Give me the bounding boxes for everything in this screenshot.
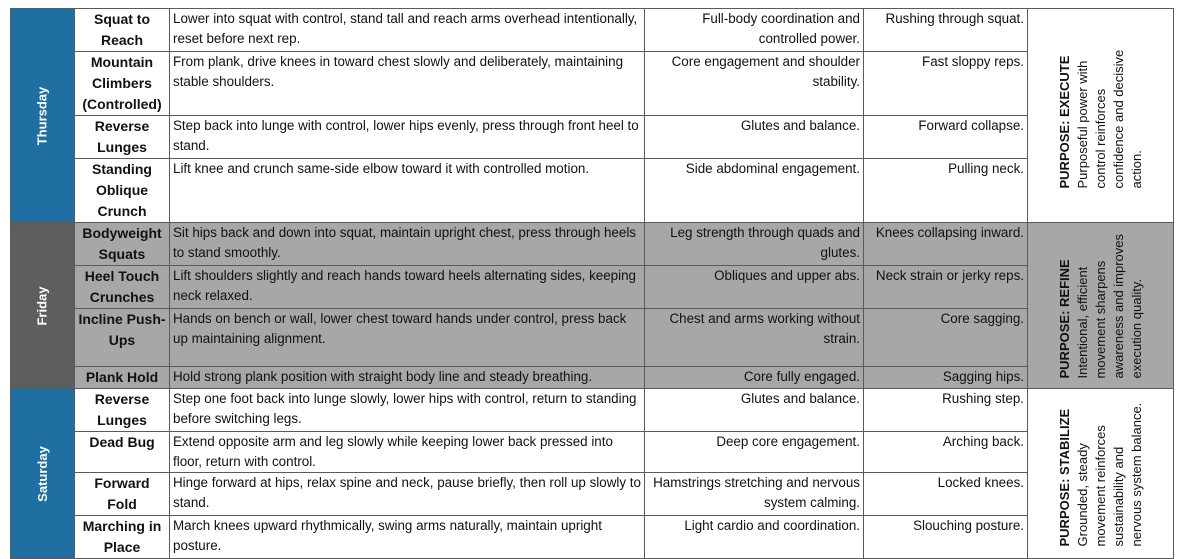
exercise-common-error: Locked knees. <box>864 473 1028 516</box>
exercise-common-error: Pulling neck. <box>864 159 1028 223</box>
exercise-benefit: Light cardio and coordination. <box>645 516 864 559</box>
exercise-description: Extend opposite arm and leg slowly while keeping lower back pressed into floor, return with control. <box>170 432 645 473</box>
purpose-saturday <box>1028 389 1174 559</box>
exercise-common-error: Rushing step. <box>864 389 1028 432</box>
exercise-benefit: Full-body coordination and controlled power. <box>645 9 864 52</box>
purpose-friday <box>1028 223 1174 389</box>
exercise-name: Standing Oblique Crunch <box>75 159 170 223</box>
exercise-description: Lift shoulders slightly and reach hands toward heels alternating sides, keeping neck relaxed. <box>170 266 645 309</box>
exercise-common-error: Arching back. <box>864 432 1028 473</box>
exercise-name: Reverse Lunges <box>75 116 170 159</box>
exercise-common-error: Core sagging. <box>864 309 1028 367</box>
exercise-common-error: Sagging hips. <box>864 367 1028 389</box>
day-label-thursday: Thursday <box>11 9 75 223</box>
table-row <box>11 52 1174 116</box>
exercise-benefit: Obliques and upper abs. <box>645 266 864 309</box>
exercise-name: Plank Hold <box>75 367 170 389</box>
table-row <box>11 432 1174 473</box>
exercise-common-error: Knees collapsing inward. <box>864 223 1028 266</box>
exercise-description: March knees upward rhythmically, swing arms naturally, maintain upright posture. <box>170 516 645 559</box>
table-row <box>11 9 1174 52</box>
table-row <box>11 367 1174 389</box>
exercise-name: Incline Push-Ups <box>75 309 170 367</box>
exercise-benefit: Hamstrings stretching and nervous system calming. <box>645 473 864 516</box>
exercise-benefit: Deep core engagement. <box>645 432 864 473</box>
exercise-description: Sit hips back and down into squat, maintain upright chest, press through heels to stand smoothly. <box>170 223 645 266</box>
exercise-benefit: Glutes and balance. <box>645 389 864 432</box>
day-label-saturday: Saturday <box>11 389 75 559</box>
purpose-text: Purposeful power with control reinforces confidence and decisive action. <box>1074 49 1144 188</box>
exercise-benefit: Glutes and balance. <box>645 116 864 159</box>
exercise-common-error: Rushing through squat. <box>864 9 1028 52</box>
exercise-benefit: Core fully engaged. <box>645 367 864 389</box>
exercise-benefit: Leg strength through quads and glutes. <box>645 223 864 266</box>
table-row <box>11 116 1174 159</box>
purpose-text: Intentional, efficient movement sharpens awareness and improves execution quality. <box>1074 233 1144 378</box>
exercise-name: Mountain Climbers (Controlled) <box>75 52 170 116</box>
exercise-name: Bodyweight Squats <box>75 223 170 266</box>
table-row <box>11 266 1174 309</box>
exercise-name: Heel Touch Crunches <box>75 266 170 309</box>
exercise-common-error: Fast sloppy reps. <box>864 52 1028 116</box>
exercise-benefit: Chest and arms working without strain. <box>645 309 864 367</box>
exercise-name: Dead Bug <box>75 432 170 473</box>
table-row <box>11 389 1174 432</box>
exercise-common-error: Forward collapse. <box>864 116 1028 159</box>
table-row <box>11 159 1174 223</box>
purpose-title: PURPOSE: REFINE <box>1056 258 1072 378</box>
table-row <box>11 223 1174 266</box>
workout-table <box>10 8 1174 559</box>
day-label-friday: Friday <box>11 223 75 389</box>
exercise-common-error: Slouching posture. <box>864 516 1028 559</box>
exercise-description: Lower into squat with control, stand tall and reach arms overhead intentionally, reset before next rep. <box>170 9 645 52</box>
exercise-benefit: Core engagement and shoulder stability. <box>645 52 864 116</box>
exercise-description: Step back into lunge with control, lower hips evenly, press through front heel to stand. <box>170 116 645 159</box>
exercise-description: Step one foot back into lunge slowly, lower hips with control, return to standing before switching legs. <box>170 389 645 432</box>
exercise-name: Forward Fold <box>75 473 170 516</box>
table-row <box>11 309 1174 367</box>
exercise-name: Squat to Reach <box>75 9 170 52</box>
exercise-benefit: Side abdominal engagement. <box>645 159 864 223</box>
purpose-title: PURPOSE: STABILIZE <box>1056 408 1072 546</box>
purpose-thursday <box>1028 9 1174 223</box>
exercise-description: Hands on bench or wall, lower chest toward hands under control, press back up maintaining alignment. <box>170 309 645 367</box>
table-row <box>11 516 1174 559</box>
table-row <box>11 473 1174 516</box>
exercise-name: Reverse Lunges <box>75 389 170 432</box>
exercise-description: Hinge forward at hips, relax spine and neck, pause briefly, then roll up slowly to stand. <box>170 473 645 516</box>
exercise-description: From plank, drive knees in toward chest slowly and deliberately, maintaining stable shoulders. <box>170 52 645 116</box>
purpose-text: Grounded, steady movement reinforces sustainability and nervous system balance. <box>1074 402 1144 546</box>
exercise-description: Hold strong plank position with straight body line and steady breathing. <box>170 367 645 389</box>
exercise-common-error: Neck strain or jerky reps. <box>864 266 1028 309</box>
exercise-name: Marching in Place <box>75 516 170 559</box>
exercise-description: Lift knee and crunch same-side elbow toward it with controlled motion. <box>170 159 645 223</box>
purpose-title: PURPOSE: EXECUTE <box>1056 55 1072 188</box>
